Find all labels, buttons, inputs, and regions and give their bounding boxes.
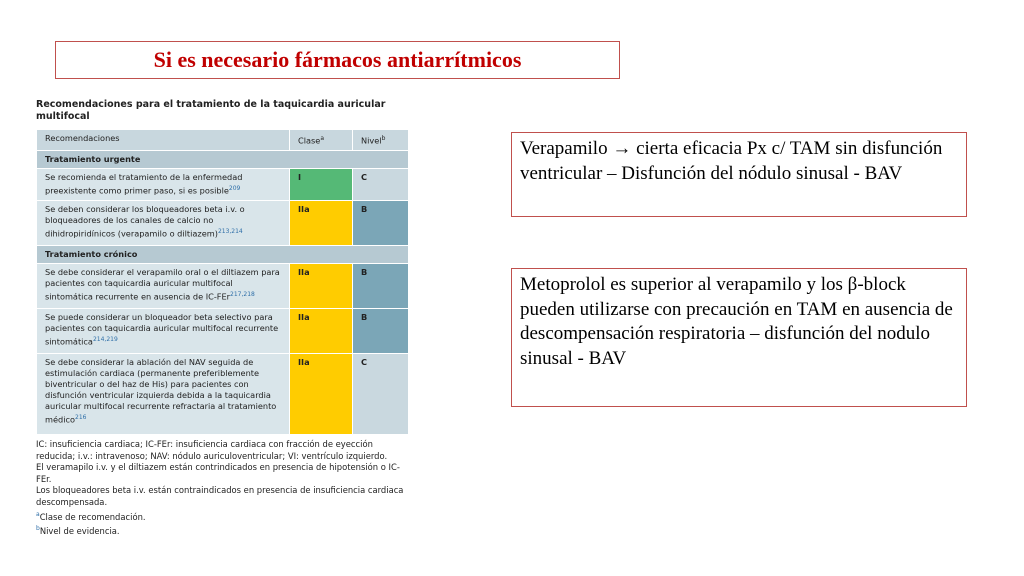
table-heading: Recomendaciones para el tratamiento de la taquicardia auricular multifocal [36, 99, 386, 122]
recommendation-text: Se debe considerar el verapamilo oral o el diltiazem para pacientes con taquicardia auricular multifocal sintomática recurrente en ausencia de IC-FEr$^{217,218}$ [37, 264, 289, 308]
level-cell: B [353, 264, 408, 308]
recommendations-table-figure [36, 99, 410, 537]
arrow-icon: → [612, 138, 632, 159]
level-cell: C [353, 169, 408, 200]
col-recomendaciones: Recomendaciones [37, 130, 289, 150]
recommendation-text: Se puede considerar un bloqueador beta selectivo para pacientes con taquicardia auricular multifocal recurrente sintomática$^{214,219}$ [37, 309, 289, 353]
table-footnotes [36, 439, 410, 537]
table-row [37, 309, 408, 353]
section-label: Tratamiento urgente [37, 151, 408, 168]
footnote-note: $^a$Clase de recomendación. [36, 510, 146, 522]
table-row [37, 354, 408, 434]
recommendation-text: Se deben considerar los bloqueadores beta i.v. o bloqueadores de los canales de calcio no dihidropiridínicos (verapamilo o diltiazem)$^{213,214}$ [37, 201, 289, 245]
col-nivel: Nivel$^b$ [353, 130, 408, 150]
recommendations-table [36, 129, 409, 435]
class-cell: IIa [290, 354, 352, 434]
class-cell: I [290, 169, 352, 200]
table-row [37, 264, 408, 308]
table-header-row [37, 130, 408, 150]
footnote-note: $^b$Nivel de evidencia. [36, 524, 120, 536]
footnote: El veramapilo i.v. y el diltiazem están contrindicados en presencia de hipotensión o IC-FEr. [36, 462, 400, 484]
metoprolol-box [511, 268, 967, 407]
drug-name: Verapamilo [520, 138, 608, 159]
level-cell: C [353, 354, 408, 434]
slide-title: Si es necesario fármacos antiarrítmicos [153, 47, 522, 72]
verapamilo-box [511, 132, 967, 217]
class-cell: IIa [290, 264, 352, 308]
metoprolol-text: Metoprolol es superior al verapamilo y los β-block pueden utilizarse con precaución en TAM en ausencia de descompensación respiratoria – disfunción del nodulo sinusal - BAV [520, 274, 953, 369]
title-box [55, 41, 620, 79]
section-row-chronic [37, 246, 408, 263]
footnote: IC: insuficiencia cardiaca; IC-FEr: insuficiencia cardiaca con fracción de eyección reducida; i.v.: intravenoso; NAV: nódulo auriculoventricular; VI: ventrículo izquierdo. [36, 439, 388, 461]
class-cell: IIa [290, 309, 352, 353]
verapamilo-text: cierta eficacia Px c/ TAM sin disfunción ventricular – Disfunción del nódulo sinusal - BAV [520, 138, 943, 184]
section-row-urgent [37, 151, 408, 168]
section-label: Tratamiento crónico [37, 246, 408, 263]
col-clase: Clase$^a$ [290, 130, 352, 150]
table-row [37, 169, 408, 200]
recommendation-text: Se recomienda el tratamiento de la enfermedad preexistente como primer paso, si es posible$^{209}$ [37, 169, 289, 200]
level-cell: B [353, 201, 408, 245]
footnote: Los bloqueadores beta i.v. están contraindicados en presencia de insuficiencia cardiaca descompensada. [36, 485, 404, 507]
level-cell: B [353, 309, 408, 353]
recommendation-text: Se debe considerar la ablación del NAV seguida de estimulación cardiaca (permanente preferiblemente biventricular o del haz de His) para pacientes con disfunción ventricular izquierda debida a la taquicardia auricular multifocal recurrente refractaria al tratamiento médico$^{216}$ [37, 354, 289, 434]
class-cell: IIa [290, 201, 352, 245]
table-row [37, 201, 408, 245]
